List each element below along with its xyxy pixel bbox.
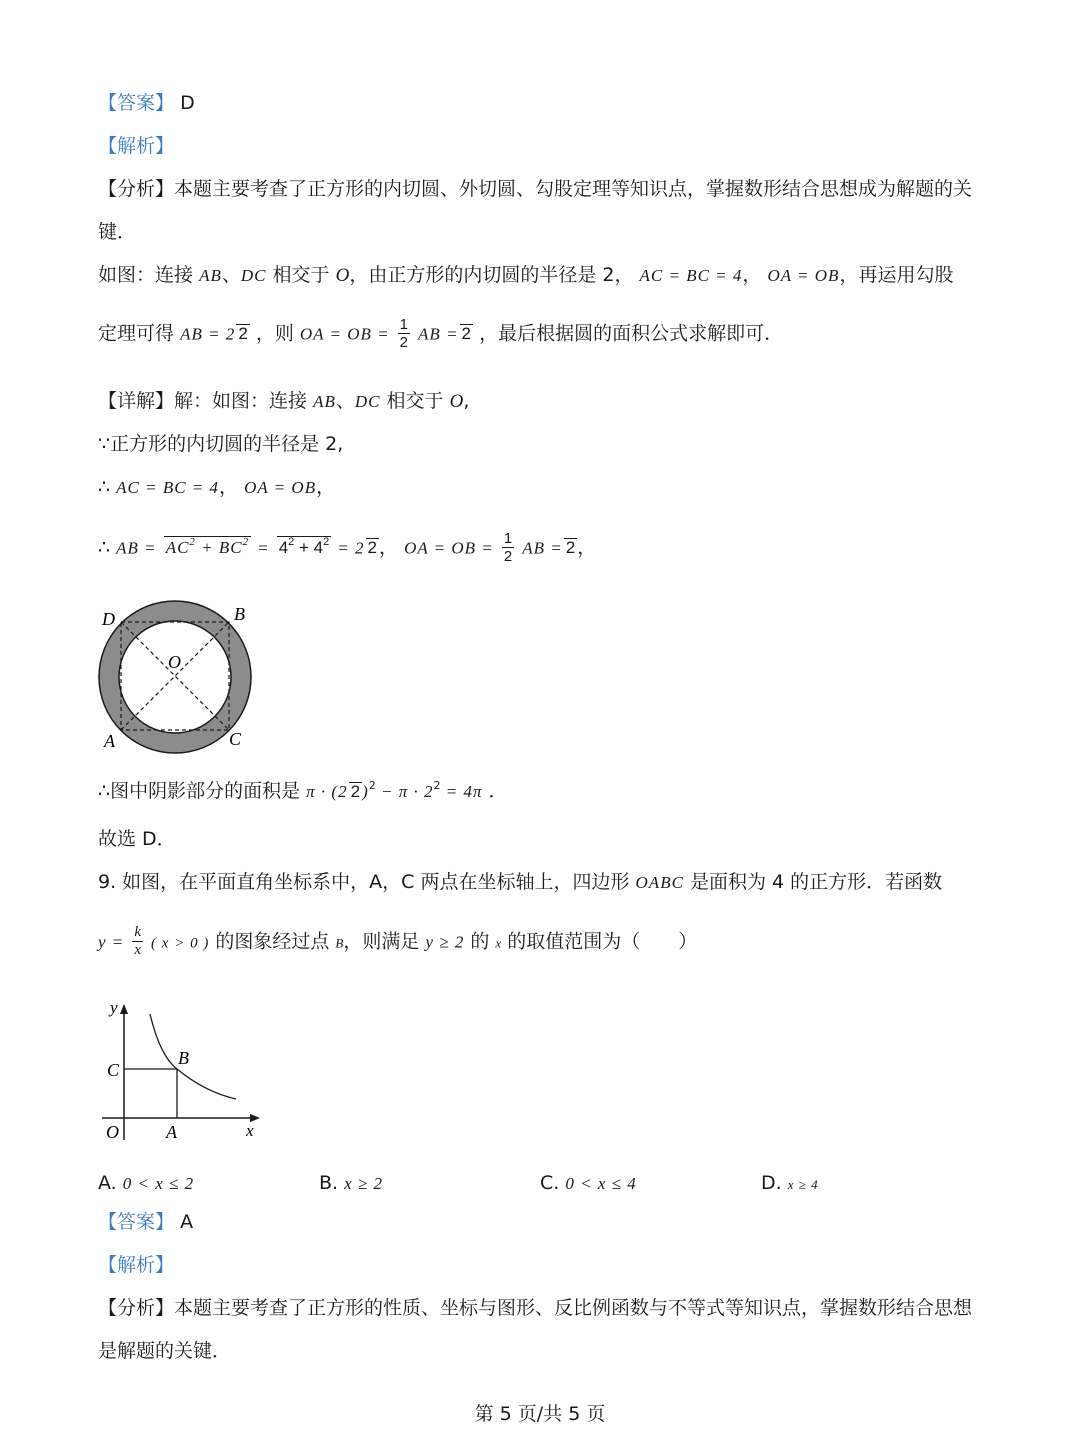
math: − π · 2 (375, 782, 434, 801)
fraction (502, 530, 514, 566)
fenxi-text: 本题主要考查了正方形的内切圆、外切圆、勾股定理等知识点，掌握数形结合思想成为解题的关 (174, 178, 973, 200)
math-oa-ob: OA = OB (767, 266, 840, 285)
therefore-symbol: ∴ (98, 780, 111, 802)
sqrt: 2 (367, 538, 378, 558)
text: 9. 如图，在平面直角坐标系中，A，C 两点在坐标轴上，四边形 (98, 871, 630, 893)
label-b: B (234, 604, 245, 624)
math: AB = (116, 538, 157, 558)
choice-letter: D. (761, 1172, 782, 1194)
fenxi-line (98, 180, 972, 199)
math: OA = OB = (404, 538, 494, 558)
choice-expr: 0 < x ≤ 4 (565, 1174, 637, 1193)
because-symbol: ∵ (98, 433, 111, 455)
label-a: A (104, 731, 115, 751)
text: ，再运用勾股 (839, 264, 954, 286)
fenxi-cont: 键． (98, 221, 137, 243)
choice-letter: C. (540, 1172, 560, 1194)
math: B (335, 935, 344, 951)
answer-line-2 (98, 1213, 193, 1232)
because-line (98, 435, 343, 454)
text: 解：如图：连接 (174, 390, 308, 412)
ru-tu-line (98, 266, 953, 285)
sqrt (164, 536, 251, 556)
fraction (132, 924, 143, 960)
sqrt: 2 (238, 324, 248, 344)
math: x (495, 935, 502, 951)
answer-value: A (180, 1211, 194, 1233)
sqrt: 2 (565, 538, 576, 558)
text: 的图象经过点 (209, 930, 330, 953)
text: ，由正方形的内切圆的半径是 2， (349, 264, 634, 286)
choice-expr: 0 < x ≤ 2 (122, 1174, 195, 1193)
sqrt: 2 (461, 324, 472, 344)
choice-letter: B. (319, 1172, 339, 1194)
math: 4 (278, 538, 289, 558)
label-b: B (178, 1048, 189, 1068)
ring-square-figure (96, 600, 261, 755)
choice-d[interactable] (761, 1172, 819, 1194)
math: y ≥ 2 (425, 932, 465, 952)
math: DC (354, 392, 381, 411)
math: = (257, 538, 270, 558)
xiangjie-label: 【详解】 (98, 390, 175, 412)
text: 是面积为 4 的正方形．若函数 (683, 871, 943, 893)
math: OA = OB (244, 478, 317, 497)
text: 如图：连接 (98, 264, 194, 286)
exponent: 2 (368, 779, 376, 792)
fraction (398, 316, 410, 352)
choice-c[interactable] (540, 1172, 637, 1194)
denominator: 2 (399, 334, 408, 352)
text: 、 (335, 390, 355, 412)
answer-label: 【答案】 (98, 92, 175, 114)
exponent: 2 (242, 536, 250, 549)
text: 相交于 (266, 264, 336, 286)
fenxi-cont-2: 是解题的关键． (98, 1340, 232, 1362)
math: AB (313, 392, 336, 411)
text: , (463, 390, 470, 412)
y-axis-arrow (120, 1004, 128, 1014)
text: ， (379, 536, 399, 559)
text: 图中阴影部分的面积是 (110, 780, 301, 802)
therefore-symbol: ∴ (98, 476, 111, 498)
sqrt: 2 (350, 782, 361, 801)
choice-letter: A. (98, 1172, 117, 1194)
math: AC = BC = 4 (116, 478, 220, 497)
fenxi-line-2 (98, 1299, 972, 1318)
inner-circle (119, 621, 231, 733)
math: AB = 2 (180, 324, 236, 344)
text: ， (742, 264, 762, 286)
sqrt (277, 536, 332, 556)
exponent: 2 (323, 536, 330, 549)
math: AC (165, 538, 190, 558)
question-9-line-2 (98, 924, 697, 960)
math-ac-bc: AC = BC = 4 (639, 266, 743, 285)
text: 正方形的内切圆的半径是 2, (110, 433, 344, 455)
text: ，则 (255, 322, 294, 345)
exponent: 2 (189, 536, 196, 549)
label-c: C (107, 1060, 120, 1080)
label-c: C (229, 729, 242, 749)
text: 的取值范围为（ ） (501, 930, 698, 953)
fenxi-label: 【分析】 (98, 1297, 175, 1319)
numerator: 1 (399, 316, 408, 333)
text: ，则满足 (343, 930, 420, 953)
math: + 4 (294, 538, 324, 558)
label-o: O (106, 1122, 119, 1142)
label-y: y (110, 998, 118, 1017)
label-x: x (246, 1121, 254, 1140)
text: ， (577, 536, 597, 559)
math: ) (362, 782, 369, 801)
text: 的 (464, 930, 490, 953)
numerator: k (132, 924, 143, 942)
math: AB = (522, 538, 563, 558)
analysis-label-2: 【解析】 (98, 1254, 175, 1276)
choice-a[interactable] (98, 1172, 194, 1194)
analysis-label: 【解析】 (98, 135, 175, 157)
gu-xuan-line: 故选 D． (98, 828, 176, 850)
ding-li-line (98, 316, 783, 352)
therefore-line-2 (98, 530, 596, 566)
math: O (449, 391, 464, 412)
choice-expr: x ≥ 2 (344, 1174, 384, 1193)
coordinate-figure (100, 996, 265, 1146)
numerator: 1 (503, 530, 513, 547)
text: ． (488, 780, 508, 802)
math: OA = OB = (299, 324, 390, 344)
math-ab: AB (199, 266, 222, 285)
math-o: O (335, 265, 350, 286)
math: + BC (195, 538, 243, 558)
math: AB = (418, 324, 459, 344)
exponent: 2 (433, 779, 441, 792)
question-9-line-1 (98, 873, 942, 892)
choice-expr: x ≥ 4 (787, 1177, 819, 1192)
label-o: O (168, 652, 181, 672)
answer-line (98, 94, 195, 113)
xiangjie-line (98, 392, 469, 411)
denominator: x (134, 942, 141, 959)
exponent: 2 (288, 536, 295, 549)
math: = 2 (337, 538, 365, 558)
choice-b[interactable] (319, 1172, 383, 1194)
math: OABC (635, 873, 684, 892)
label-d: D (102, 609, 115, 629)
math: π · (2 (306, 782, 348, 801)
page-footer: 第 5 页/共 5 页 (474, 1403, 606, 1425)
math: y = (98, 932, 125, 952)
shadow-area-line (98, 780, 508, 801)
label-a: A (166, 1122, 177, 1142)
hyperbola-curve (150, 1014, 236, 1099)
answer-value: D (180, 92, 195, 114)
therefore-symbol: ∴ (98, 536, 111, 559)
fenxi-text: 本题主要考查了正方形的性质、坐标与图形、反比例函数与不等式等知识点，掌握数形结合思想 (174, 1297, 973, 1319)
text: 、 (221, 264, 241, 286)
answer-label: 【答案】 (98, 1211, 175, 1233)
text: ， (219, 476, 239, 498)
text: 相交于 (380, 390, 450, 412)
math: = 4π (440, 782, 483, 801)
text: ， (316, 476, 336, 498)
denominator: 2 (503, 548, 513, 566)
math-dc: DC (240, 266, 267, 285)
therefore-line-1 (98, 478, 335, 497)
text: ，最后根据圆的面积公式求解即可． (479, 322, 784, 345)
fenxi-label: 【分析】 (98, 178, 175, 200)
math: ( x > 0 ) (151, 935, 210, 952)
text: 定理可得 (98, 322, 175, 345)
